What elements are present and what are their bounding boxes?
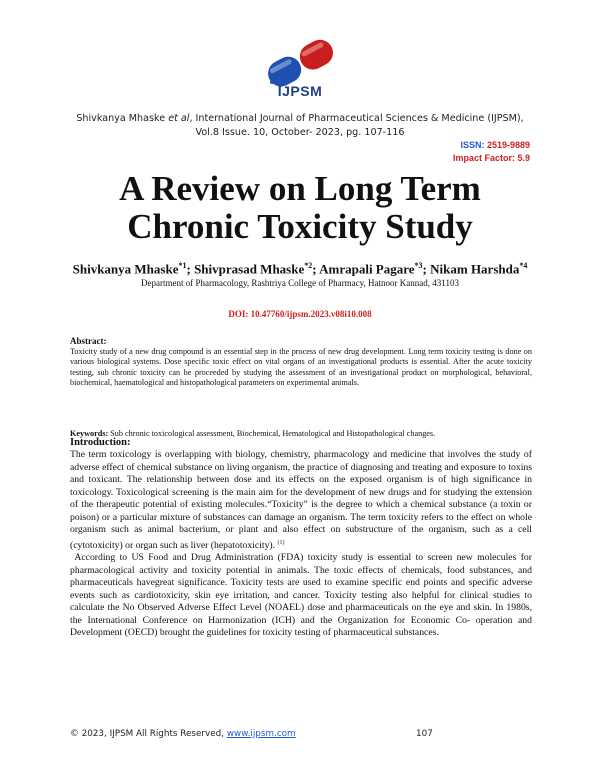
page-number: 107 <box>416 729 433 739</box>
introduction-body <box>70 449 532 640</box>
impact-factor: Impact Factor: 5.9 <box>452 153 530 163</box>
journal-website-link[interactable]: www.ijpsm.com <box>226 729 296 739</box>
article-title <box>0 170 600 246</box>
author-mark: *3 <box>414 261 423 270</box>
author-separator: ; <box>312 261 320 277</box>
author-mark: *4 <box>519 261 528 270</box>
journal-citation-line <box>0 113 600 124</box>
logo-text: IJPSM <box>277 83 323 99</box>
citation-journal: , International Journal of Pharmaceutical Sciences & Medicine (IJPSM), <box>189 113 524 124</box>
author-separator: ; <box>422 261 431 277</box>
introduction-heading: Introduction: <box>70 437 131 448</box>
issn-label: ISSN: <box>460 140 487 150</box>
paragraph <box>70 449 532 552</box>
author-name: Shivkanya Mhaske <box>72 261 179 277</box>
affiliation: Department of Pharmacology, Rashtriya College of Pharmacy, Hatnoor Kannad, 431103 <box>141 278 459 288</box>
citation-marker: (1) <box>277 539 285 546</box>
author-name: Shivprasad Mhaske <box>194 261 305 277</box>
keywords-label: Keywords: <box>70 429 109 438</box>
author-name: Amrapali Pagare <box>319 261 415 277</box>
doi-link[interactable]: DOI: 10.47760/ijpsm.2023.v08i10.008 <box>228 309 372 319</box>
copyright-text: © 2023, IJPSM All Rights Reserved, <box>70 729 227 739</box>
paragraph-text: The term toxicology is overlapping with biology, chemistry, pharmacology and medicine that involves the study of adverse effect of chemical substance on living organism, the practice of diagnosing and treating and exposure to toxins and toxicant. The relationship between dose and its effects on the exposed organism is of high significance in toxicology. Toxicological screening is the main aim for the development of new drugs and for studying the extension of the therapeutic potential of existing molecules.“Toxicity” is the degree to which a chemical substance (a toxin or poison) or a particular mixture of substances can damage an organism. The term toxicity refers to the effect on whole organism such as animal bacterium, or plant and also effect on substructure of the organism, such as a cell (cytotoxicity) or organ such as liver (hepatotoxicity). <box>70 449 532 551</box>
keywords <box>70 429 532 438</box>
keywords-text: Sub chronic toxicological assessment, Biochemical, Hematological and Histopathological changes. <box>108 429 436 438</box>
footer-copyright <box>70 729 470 739</box>
author-mark: *1 <box>178 261 187 270</box>
author-list <box>0 261 600 277</box>
title-line-1: A Review on Long Term <box>119 169 481 208</box>
title-line-2: Chronic Toxicity Study <box>127 207 473 246</box>
author-mark: *2 <box>304 261 313 270</box>
author-name: Nikam Harshda <box>430 261 520 277</box>
paragraph: According to US Food and Drug Administration (FDA) toxicity study is essential to screen new molecules for pharmacological activity and toxicity potential in animals. The toxic effects of chemicals, food substances, and pharmaceuticals havegreat significance. Toxicity tests are used to examine specific end points and specific adverse events such as cardiotoxicity, skin eye irritation, and cancer. Toxicity testing also helpful for clinical studies to calculate the No Observed Adverse Effect Level (NOAEL) dose and pharmaceuticals on the eye and skin. In 1980s, the International Conference on Harmonization (ICH) and the Organization for Economic Co- operation and Development (OECD) brought the guidelines for toxicity testing of pharmaceutical substances. <box>70 552 532 639</box>
issn <box>460 140 530 150</box>
citation-author: Shivkanya Mhaske <box>76 113 169 124</box>
abstract-heading: Abstract: <box>70 336 107 346</box>
abstract-text: Toxicity study of a new drug compound is an essential step in the process of new drug development. Long term toxicity testing is done on various biological systems. Dose specific toxic effect on vital organs of an investigational products is essential. After the acute toxicity testing, sub chronic toxicity can be proceeded by studying the assessment of an investigational product on morphological, behavioral, biochemical, haematological and histopathological parameters on experimental animals. <box>70 347 532 388</box>
author-separator: ; <box>186 261 195 277</box>
citation-etal: et al <box>168 113 190 124</box>
journal-volume-line: Vol.8 Issue. 10, October- 2023, pg. 107-116 <box>195 127 405 138</box>
issn-value: 2519-9889 <box>486 140 530 150</box>
